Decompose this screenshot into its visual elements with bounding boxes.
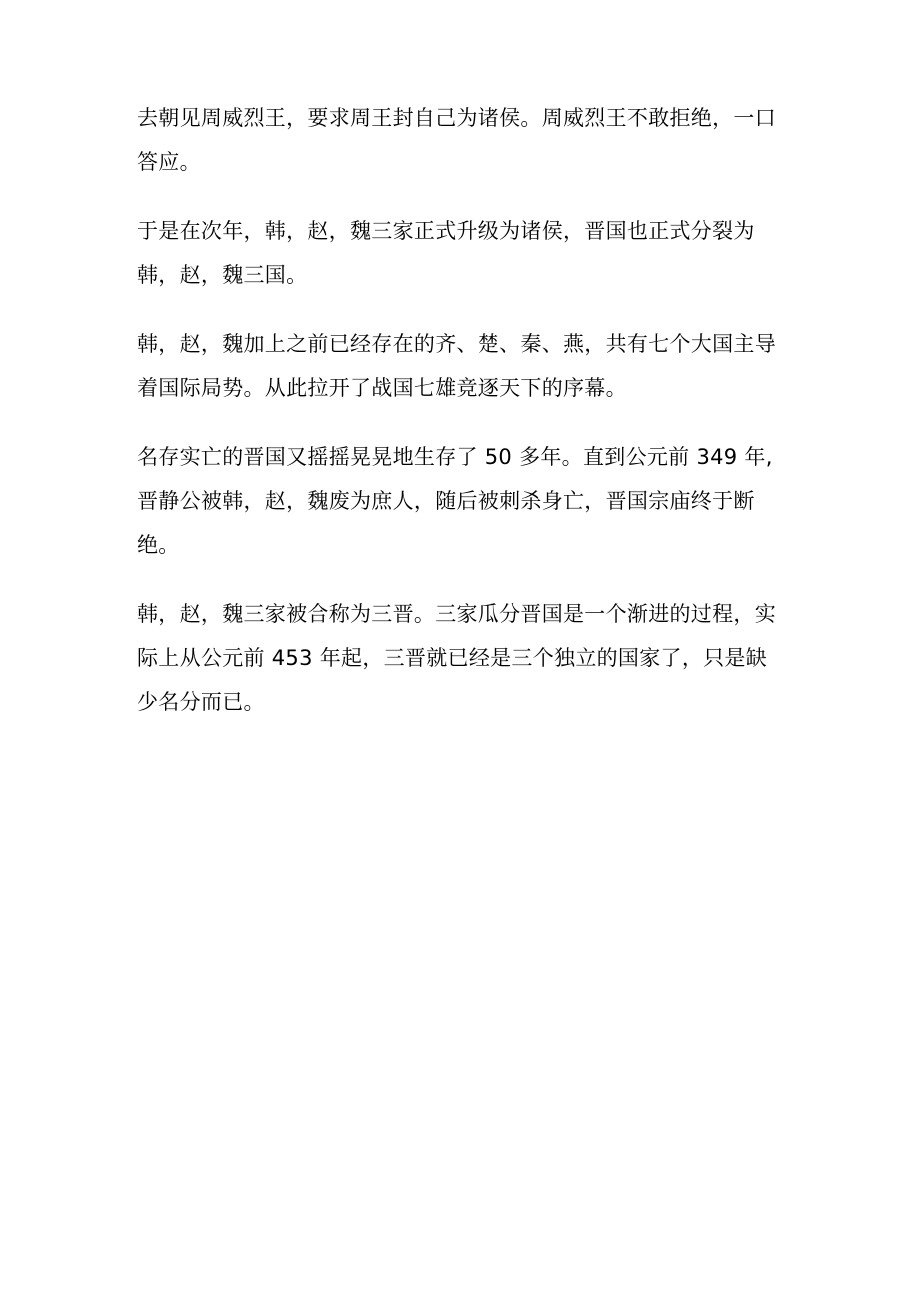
paragraph-5: 韩，赵，魏三家被合称为三晋。三家瓜分晋国是一个渐进的过程，实际上从公元前 453 年起，三晋就已经是三个独立的国家了，只是缺少名分而已。 xyxy=(137,602,776,714)
paragraph-3: 韩，赵，魏加上之前已经存在的齐、楚、秦、燕，共有七个大国主导着国际局势。从此拉开了战国七雄竞逐天下的序幕。 xyxy=(137,332,776,400)
document-body xyxy=(137,96,787,749)
paragraph-2: 于是在次年，韩，赵，魏三家正式升级为诸侯，晋国也正式分裂为韩，赵，魏三国。 xyxy=(137,219,755,287)
paragraph-1: 去朝见周威烈王，要求周王封自己为诸侯。周威烈王不敢拒绝，一口答应。 xyxy=(137,106,776,174)
paragraph-4: 名存实亡的晋国又摇摇晃晃地生存了 50 多年。直到公元前 349 年, 晋静公被韩，赵，魏废为庶人，随后被刺杀身亡，晋国宗庙终于断绝。 xyxy=(137,445,773,557)
